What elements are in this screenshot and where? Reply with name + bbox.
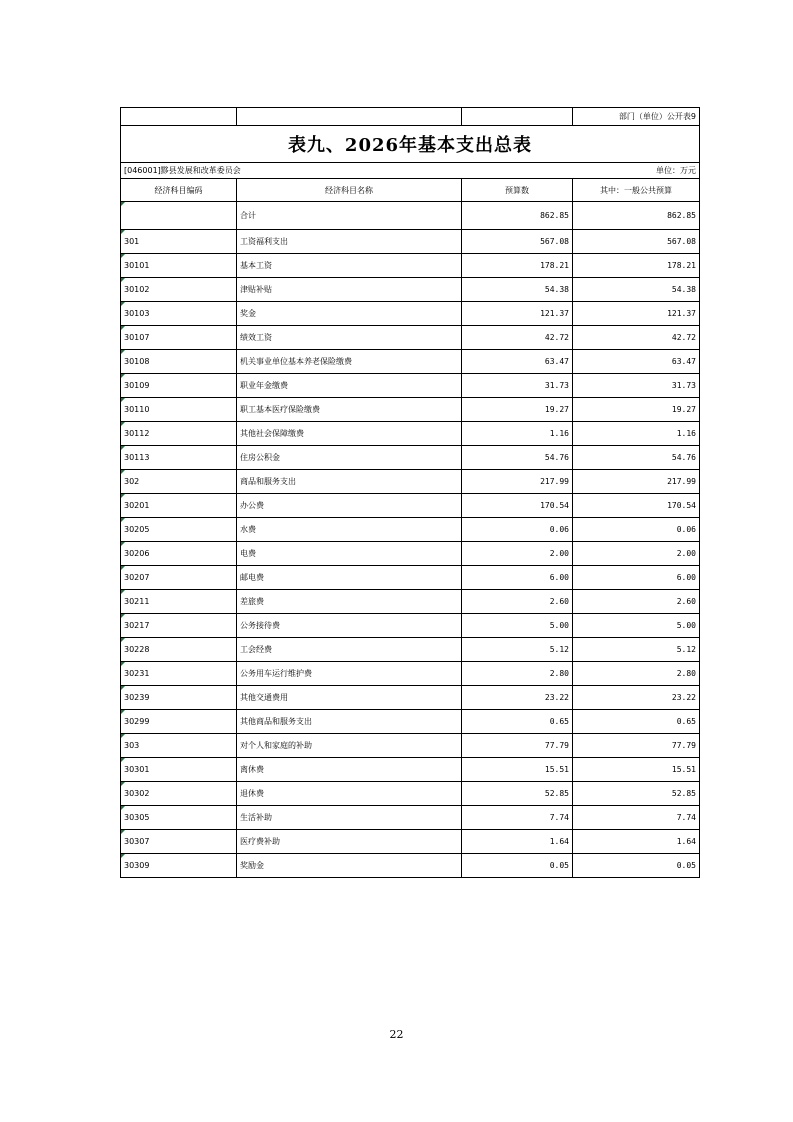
table-row — [121, 662, 700, 686]
budget-cell: 121.37 — [462, 302, 573, 326]
budget-cell: 77.79 — [462, 734, 573, 758]
table-row — [121, 302, 700, 326]
column-header-row — [121, 179, 700, 202]
public-label-row — [121, 108, 700, 126]
code-cell: 30206 — [121, 542, 237, 566]
name-cell: 工资福利支出 — [237, 230, 462, 254]
code-cell: 30239 — [121, 686, 237, 710]
name-cell: 水费 — [237, 518, 462, 542]
general-budget-cell: 178.21 — [573, 254, 700, 278]
code-cell: 30302 — [121, 782, 237, 806]
name-cell: 对个人和家庭的补助 — [237, 734, 462, 758]
general-budget-cell: 567.08 — [573, 230, 700, 254]
general-budget-cell: 121.37 — [573, 302, 700, 326]
table-row — [121, 854, 700, 878]
general-budget-cell: 54.38 — [573, 278, 700, 302]
name-cell: 生活补助 — [237, 806, 462, 830]
budget-cell: 1.16 — [462, 422, 573, 446]
title-row — [121, 126, 700, 163]
name-cell: 奖金 — [237, 302, 462, 326]
table-row — [121, 830, 700, 854]
code-cell: 30110 — [121, 398, 237, 422]
general-budget-cell: 5.00 — [573, 614, 700, 638]
code-cell: 30112 — [121, 422, 237, 446]
general-budget-cell: 7.74 — [573, 806, 700, 830]
general-budget-cell: 2.60 — [573, 590, 700, 614]
table-row — [121, 230, 700, 254]
name-cell: 奖励金 — [237, 854, 462, 878]
department-name: [046001]黟县发展和改革委员会 — [121, 163, 462, 179]
table-row — [121, 374, 700, 398]
budget-cell: 2.60 — [462, 590, 573, 614]
budget-cell: 1.64 — [462, 830, 573, 854]
general-budget-cell: 2.80 — [573, 662, 700, 686]
header-budget: 预算数 — [462, 179, 573, 202]
table-row — [121, 254, 700, 278]
general-budget-cell: 77.79 — [573, 734, 700, 758]
table-row — [121, 686, 700, 710]
code-cell — [121, 202, 237, 230]
name-cell: 其他商品和服务支出 — [237, 710, 462, 734]
info-row — [121, 163, 700, 179]
code-cell: 30102 — [121, 278, 237, 302]
table-row — [121, 638, 700, 662]
name-cell: 工会经费 — [237, 638, 462, 662]
code-cell: 301 — [121, 230, 237, 254]
budget-cell: 52.85 — [462, 782, 573, 806]
table-row — [121, 326, 700, 350]
budget-cell: 178.21 — [462, 254, 573, 278]
name-cell: 公务用车运行维护费 — [237, 662, 462, 686]
name-cell: 电费 — [237, 542, 462, 566]
code-cell: 30108 — [121, 350, 237, 374]
table-row — [121, 470, 700, 494]
budget-cell: 170.54 — [462, 494, 573, 518]
name-cell: 津贴补贴 — [237, 278, 462, 302]
name-cell: 办公费 — [237, 494, 462, 518]
general-budget-cell: 15.51 — [573, 758, 700, 782]
table-row — [121, 758, 700, 782]
code-cell: 30228 — [121, 638, 237, 662]
code-cell: 30211 — [121, 590, 237, 614]
name-cell: 基本工资 — [237, 254, 462, 278]
code-cell: 30201 — [121, 494, 237, 518]
code-cell: 303 — [121, 734, 237, 758]
table-row — [121, 422, 700, 446]
code-cell: 30103 — [121, 302, 237, 326]
general-budget-cell: 6.00 — [573, 566, 700, 590]
unit-label: 单位：万元 — [573, 163, 700, 179]
table-row — [121, 782, 700, 806]
header-name: 经济科目名称 — [237, 179, 462, 202]
table-row — [121, 494, 700, 518]
budget-cell: 0.65 — [462, 710, 573, 734]
header-general-budget: 其中：一般公共预算 — [573, 179, 700, 202]
public-table-label: 部门（单位）公开表9 — [573, 108, 700, 126]
code-cell: 30299 — [121, 710, 237, 734]
budget-cell: 31.73 — [462, 374, 573, 398]
general-budget-cell: 54.76 — [573, 446, 700, 470]
budget-cell: 19.27 — [462, 398, 573, 422]
general-budget-cell: 19.27 — [573, 398, 700, 422]
general-budget-cell: 63.47 — [573, 350, 700, 374]
table-row — [121, 398, 700, 422]
general-budget-cell: 1.16 — [573, 422, 700, 446]
name-cell: 机关事业单位基本养老保险缴费 — [237, 350, 462, 374]
budget-cell: 2.80 — [462, 662, 573, 686]
general-budget-cell: 170.54 — [573, 494, 700, 518]
basic-expenditure-table — [120, 107, 700, 878]
name-cell: 住房公积金 — [237, 446, 462, 470]
page-number: 22 — [389, 1028, 404, 1041]
code-cell: 30113 — [121, 446, 237, 470]
table-row — [121, 806, 700, 830]
general-budget-cell: 2.00 — [573, 542, 700, 566]
name-cell: 商品和服务支出 — [237, 470, 462, 494]
table-row — [121, 202, 700, 230]
name-cell: 职业年金缴费 — [237, 374, 462, 398]
code-cell: 30207 — [121, 566, 237, 590]
code-cell: 30309 — [121, 854, 237, 878]
name-cell: 绩效工资 — [237, 326, 462, 350]
budget-cell: 15.51 — [462, 758, 573, 782]
budget-sheet — [120, 107, 699, 878]
general-budget-cell: 217.99 — [573, 470, 700, 494]
table-row — [121, 566, 700, 590]
budget-cell: 2.00 — [462, 542, 573, 566]
name-cell: 医疗费补助 — [237, 830, 462, 854]
table-row — [121, 614, 700, 638]
general-budget-cell: 862.85 — [573, 202, 700, 230]
budget-cell: 567.08 — [462, 230, 573, 254]
general-budget-cell: 52.85 — [573, 782, 700, 806]
budget-cell: 862.85 — [462, 202, 573, 230]
name-cell: 合计 — [237, 202, 462, 230]
general-budget-cell: 1.64 — [573, 830, 700, 854]
code-cell: 30231 — [121, 662, 237, 686]
table-title: 表九、2026年基本支出总表 — [287, 135, 533, 156]
budget-cell: 5.12 — [462, 638, 573, 662]
general-budget-cell: 23.22 — [573, 686, 700, 710]
general-budget-cell: 5.12 — [573, 638, 700, 662]
code-cell: 30307 — [121, 830, 237, 854]
budget-cell: 7.74 — [462, 806, 573, 830]
budget-cell: 23.22 — [462, 686, 573, 710]
budget-cell: 0.06 — [462, 518, 573, 542]
code-cell: 30305 — [121, 806, 237, 830]
name-cell: 其他交通费用 — [237, 686, 462, 710]
table-row — [121, 350, 700, 374]
general-budget-cell: 0.05 — [573, 854, 700, 878]
table-row — [121, 518, 700, 542]
header-code: 经济科目编码 — [121, 179, 237, 202]
budget-cell: 6.00 — [462, 566, 573, 590]
code-cell: 30205 — [121, 518, 237, 542]
code-cell: 30217 — [121, 614, 237, 638]
name-cell: 公务接待费 — [237, 614, 462, 638]
code-cell: 302 — [121, 470, 237, 494]
table-row — [121, 446, 700, 470]
budget-cell: 0.05 — [462, 854, 573, 878]
code-cell: 30101 — [121, 254, 237, 278]
name-cell: 其他社会保障缴费 — [237, 422, 462, 446]
code-cell: 30109 — [121, 374, 237, 398]
budget-cell: 42.72 — [462, 326, 573, 350]
general-budget-cell: 0.06 — [573, 518, 700, 542]
budget-cell: 63.47 — [462, 350, 573, 374]
code-cell: 30107 — [121, 326, 237, 350]
budget-cell: 5.00 — [462, 614, 573, 638]
name-cell: 离休费 — [237, 758, 462, 782]
name-cell: 退休费 — [237, 782, 462, 806]
general-budget-cell: 31.73 — [573, 374, 700, 398]
general-budget-cell: 0.65 — [573, 710, 700, 734]
table-row — [121, 734, 700, 758]
table-row — [121, 278, 700, 302]
table-row — [121, 710, 700, 734]
name-cell: 差旅费 — [237, 590, 462, 614]
budget-cell: 54.38 — [462, 278, 573, 302]
name-cell: 职工基本医疗保险缴费 — [237, 398, 462, 422]
table-row — [121, 542, 700, 566]
name-cell: 邮电费 — [237, 566, 462, 590]
code-cell: 30301 — [121, 758, 237, 782]
budget-cell: 217.99 — [462, 470, 573, 494]
general-budget-cell: 42.72 — [573, 326, 700, 350]
table-row — [121, 590, 700, 614]
budget-cell: 54.76 — [462, 446, 573, 470]
